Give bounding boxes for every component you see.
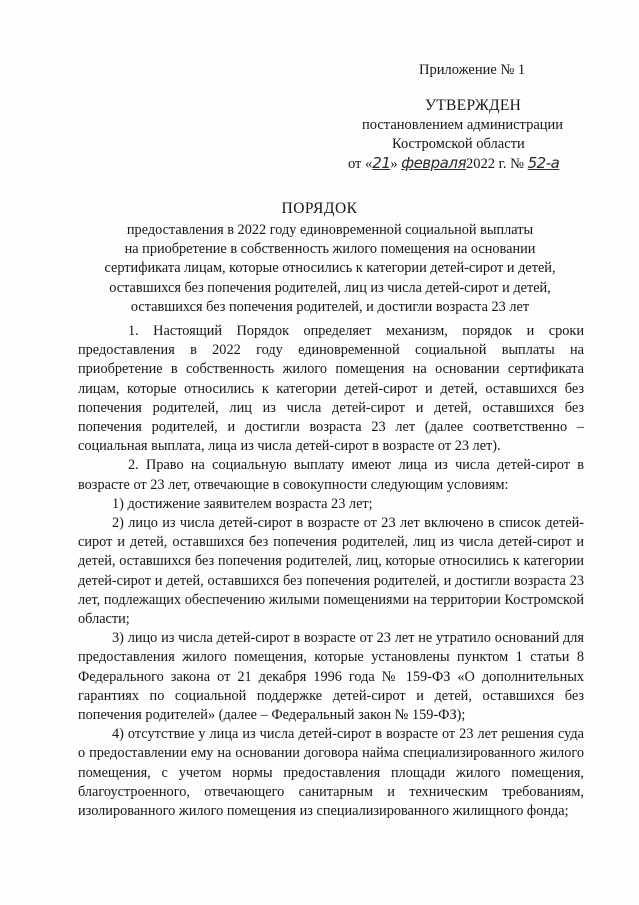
approved-by-line: постановлением администрации	[362, 117, 564, 133]
date-prefix: от «	[348, 156, 373, 172]
condition-1: 1) достижение заявителем возраста 23 лет;	[112, 495, 373, 512]
handwritten-number: 52-а	[527, 154, 560, 172]
subtitle-line: оставшихся без попечения родителей, и достигли возраста 23 лет	[130, 298, 530, 315]
condition-4: 4) отсутствие у лица из числа детей-сирот в возрасте от 23 лет решения суда о предоставлении ему на основании договора найма специализированного жилого помещения, с учетом нормы предоставления площади жилого помещения, благоустроенного, отвечающего санитарным и техническим требованиям, изолированного жилого помещения из специализированного жилищного фонда;	[78, 726, 584, 820]
appendix-label: Приложение № 1	[419, 62, 526, 78]
approved-title: УТВЕРЖДЕН	[425, 97, 522, 114]
condition-3: 3) лицо из числа детей-сирот в возрасте от 23 лет не утратило оснований для предоставления жилого помещения, которые установлены пунктом 1 статьи 8 Федерального закона от 21 декабря 1996 года № 159-ФЗ «О дополнительных гарантиях по социальной поддержке детей-сирот и детей, оставшихся без попечения родителей» (далее – Федеральный закон № 159-ФЗ);	[78, 630, 584, 724]
date-mid: »	[390, 156, 402, 172]
document-body	[78, 322, 584, 821]
handwritten-month: февраля	[401, 154, 466, 172]
resolution-date-line	[348, 154, 578, 174]
subtitle-line: предоставления в 2022 году единовременной социальной выплаты	[126, 222, 534, 238]
document-title: ПОРЯДОК	[281, 200, 358, 217]
paragraph-2: 2. Право на социальную выплату имеют лица из числа детей-сирот в возрасте от 23 лет, отвечающие в совокупности следующим условиям:	[78, 457, 584, 493]
handwritten-day: 21	[372, 154, 391, 172]
document-subtitle	[100, 221, 560, 317]
subtitle-line: на приобретение в собственность жилого помещения на основании	[124, 241, 536, 258]
subtitle-line: сертификата лицам, которые относились к категории детей-сирот и детей,	[104, 260, 556, 277]
condition-2: 2) лицо из числа детей-сирот в возрасте от 23 лет включено в список детей-сирот и детей, оставшихся без попечения родителей, лиц из числа детей-сирот и детей, оставшихся без попечения родителей, лиц, которые относились к категории детей-сирот и детей, оставшихся без попечения родителей, и достигли возраста 23 лет, подлежащих обеспечению жилыми помещениями на территории Костромской области;	[78, 515, 584, 628]
region-line: Костромской области	[392, 136, 525, 152]
paragraph-1: 1. Настоящий Порядок определяет механизм, порядок и сроки предоставления в 2022 году единовременной социальной выплаты на приобретение в собственность жилого помещения на основании сертификата лицам, которые относились к категории детей-сирот и детей, оставшихся без попечения родителей, лиц из числа детей-сирот и детей, оставшихся без попечения родителей, и достигли возраста 23 лет (далее соответственно – социальная выплата, лица из числа детей-сирот в возрасте от 23 лет).	[78, 323, 584, 455]
subtitle-line: оставшихся без попечения родителей, лиц из числа детей-сирот и детей,	[109, 279, 551, 296]
date-year: 2022 г. №	[465, 156, 528, 172]
approval-stamp-block	[348, 96, 590, 174]
